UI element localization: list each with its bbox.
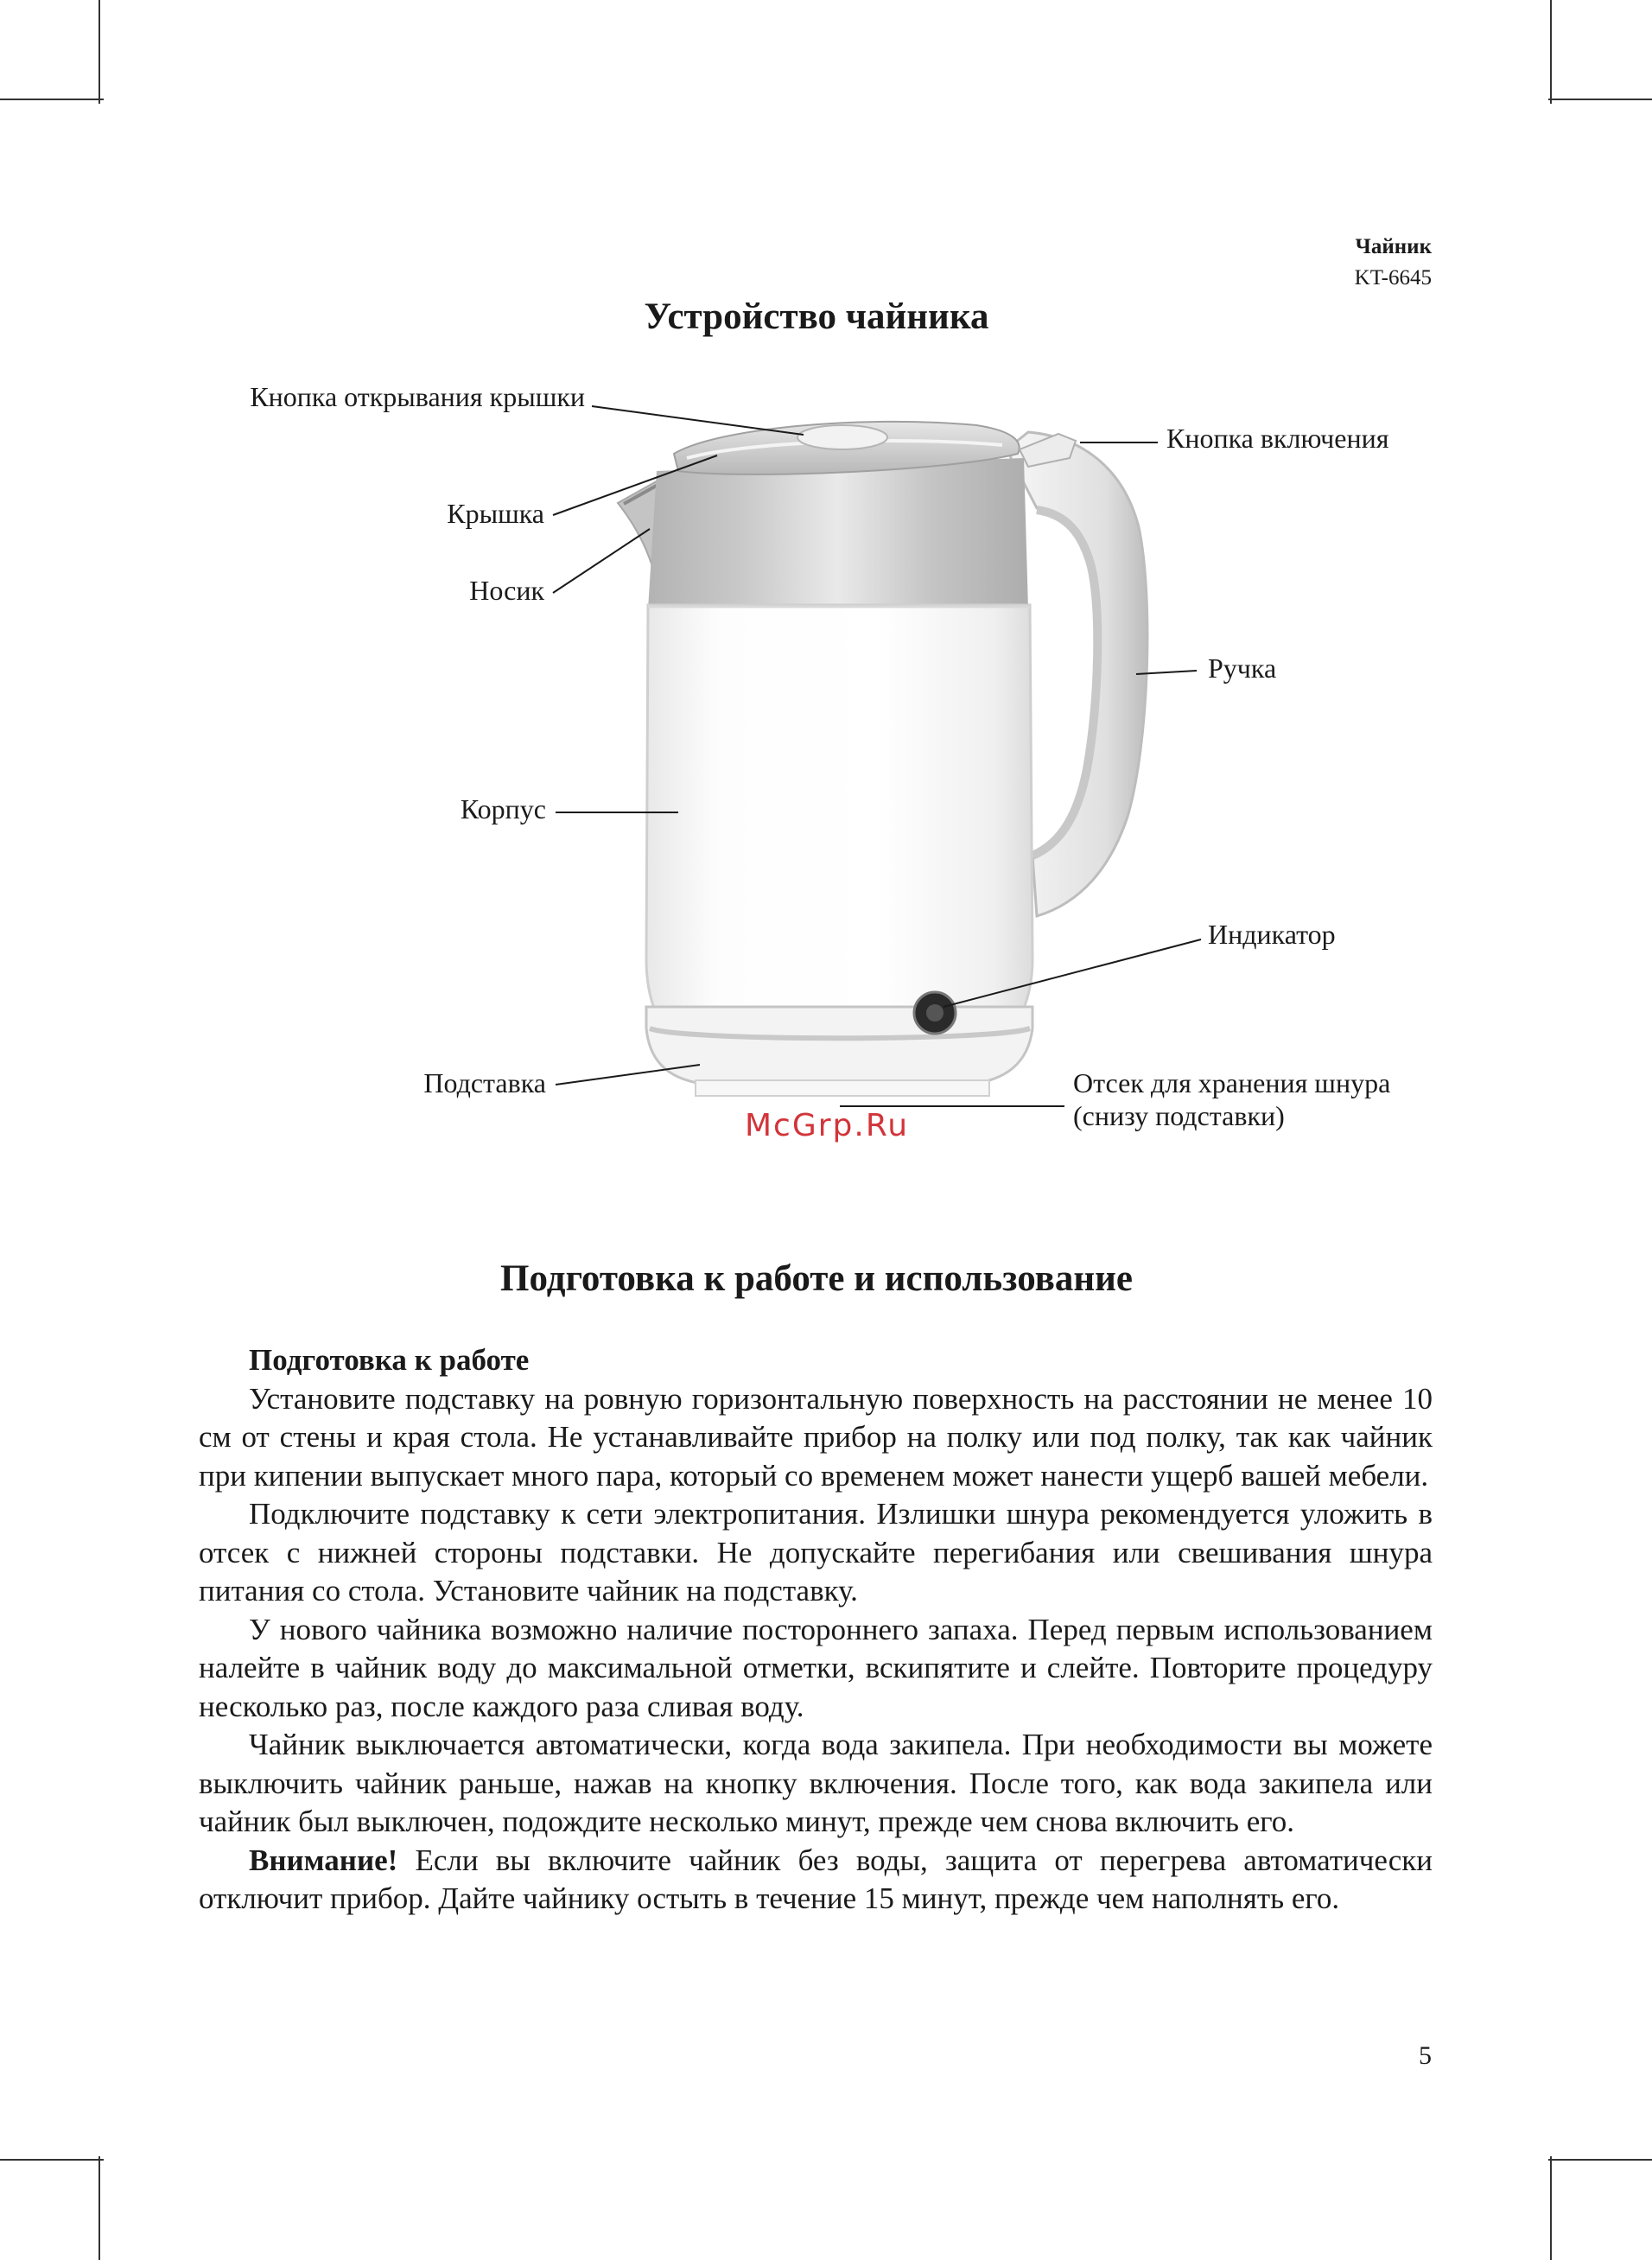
section-title-device: Устройство чайника bbox=[644, 296, 989, 337]
label-indicator: Индикатор bbox=[1208, 919, 1336, 950]
paragraph: Подключите подставку к сети электропитания. Излишки шнура рекомендуется уложить в отсек с нижней стороны подставки. Не допускайте перегибания или свешивания шнура питания со стола. Установите чайник на подставку. bbox=[199, 1497, 1433, 1607]
kettle-top-band bbox=[648, 458, 1028, 609]
kettle-base bbox=[646, 1007, 1032, 1085]
label-spout: Носик bbox=[469, 575, 544, 606]
section-title-preparation: Подготовка к работе и использование bbox=[500, 1258, 1133, 1299]
crop-mark bbox=[98, 2156, 100, 2260]
kettle-body bbox=[646, 605, 1032, 1059]
product-name: Чайник bbox=[1355, 235, 1432, 258]
page-number: 5 bbox=[1419, 2041, 1432, 2070]
label-cord-storage-line1: Отсек для хранения шнура bbox=[1073, 1067, 1391, 1098]
label-base: Подставка bbox=[423, 1067, 546, 1098]
label-power-button: Кнопка включения bbox=[1166, 423, 1389, 454]
product-model: KT-6645 bbox=[1354, 266, 1432, 290]
lid-open-button bbox=[797, 425, 887, 449]
label-handle: Ручка bbox=[1208, 653, 1277, 684]
crop-mark bbox=[1550, 2156, 1552, 2260]
warning-text: Если вы включите чайник без воды, защита от перегрева автоматически отключит прибор. Дайте чайнику остыть в течение 15 минут, прежде чем наполнять его. bbox=[199, 1843, 1433, 1915]
watermark: McGrp.Ru bbox=[745, 1108, 910, 1143]
crop-mark bbox=[1548, 2159, 1652, 2161]
body-text bbox=[199, 1341, 1433, 1919]
crop-mark bbox=[0, 2159, 104, 2161]
paragraph: Установите подставку на ровную горизонтальную поверхность на расстоянии не менее 10 см от стены и края стола. Не устанавливайте прибор на полку или под полку, так как чайник при кипении выпускает много пара, который со временем может нанести ущерб вашей мебели. bbox=[199, 1381, 1433, 1493]
warning-label: Внимание! bbox=[249, 1843, 398, 1877]
label-cord-storage bbox=[1073, 1066, 1390, 1132]
subheading-preparation: Подготовка к работе bbox=[249, 1343, 530, 1377]
label-lid-button: Кнопка открывания крышки bbox=[250, 381, 585, 412]
paragraph: Чайник выключается автоматически, когда вода закипела. При необходимости вы можете выключить чайник раньше, нажав на кнопку включения. После того, как вода закипела или чайник был выключен, подождите несколько минут, прежде чем снова включить его. bbox=[199, 1728, 1433, 1838]
paragraph-warning bbox=[199, 1842, 1433, 1919]
label-lid: Крышка bbox=[447, 498, 544, 529]
paragraph: У нового чайника возможно наличие постороннего запаха. Перед первым использованием налейте в чайник воду до максимальной отметки, вскипятите и слейте. Повторите процедуру несколько раз, после каждого раза сливая воду. bbox=[199, 1612, 1433, 1723]
label-cord-storage-line2: (снизу подставки) bbox=[1073, 1100, 1285, 1131]
label-body: Корпус bbox=[460, 793, 546, 824]
